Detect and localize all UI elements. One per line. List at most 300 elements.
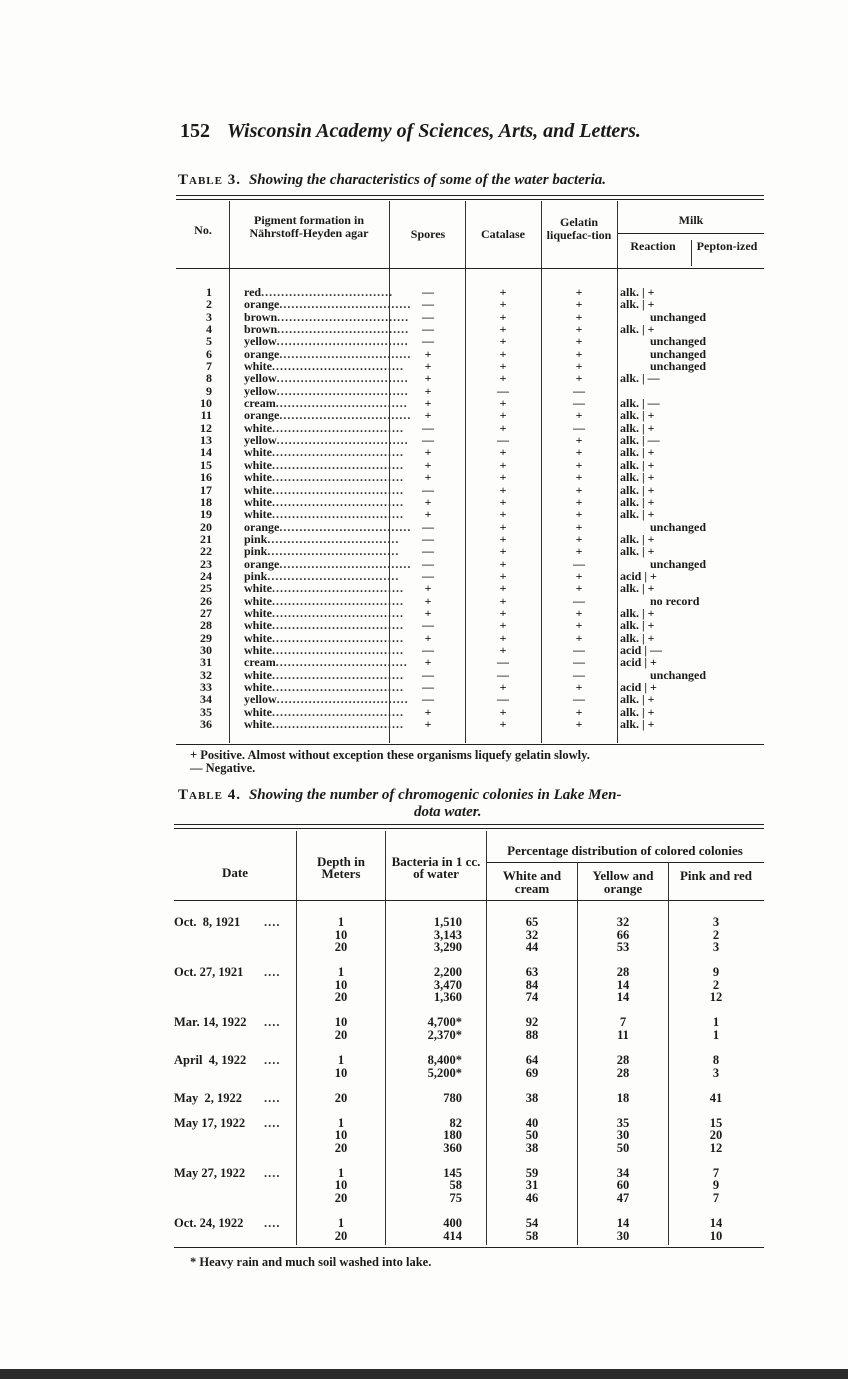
t3-cell-milk: alk. | + <box>620 445 655 460</box>
t3-cell-milk: alk. | + <box>620 297 655 312</box>
t4-date-leader: .... <box>264 1090 281 1105</box>
t4-cell-date: May 2, 1922 <box>174 1090 243 1105</box>
t4-cell: 46 <box>525 1191 539 1205</box>
t4-cell: 32 <box>616 915 630 929</box>
t3-cell-gelatin: — <box>573 667 585 682</box>
t3-cell-catalase: + <box>499 470 507 485</box>
t3-cell-no: 8 <box>206 371 212 386</box>
t4-cell: 1 <box>337 1165 345 1180</box>
t3-cell-spores: — <box>422 544 434 559</box>
t3-head-spores: Spores <box>410 227 446 241</box>
t3-cell-gelatin: + <box>575 605 583 620</box>
t3-cell-gelatin: + <box>575 297 583 312</box>
t4-cell: 35 <box>616 1115 630 1130</box>
t3-cell-no: 34 <box>200 692 212 707</box>
t3-leader: ................................. <box>267 568 400 583</box>
t4-cell: 38 <box>525 1090 539 1105</box>
t4-cell: 20 <box>709 1128 723 1143</box>
t3-cell-gelatin: — <box>573 383 585 398</box>
t3-cell-no: 21 <box>200 531 212 546</box>
t3-cell-gelatin: + <box>575 680 583 694</box>
t4-cell: 8 <box>712 1053 720 1067</box>
t4-cell: 38 <box>525 1140 539 1155</box>
t4-cell: 1 <box>337 915 345 929</box>
t3-cell-milk: alk. | + <box>620 605 655 620</box>
t4-cell: 10 <box>334 1128 348 1143</box>
t3-cell-gelatin: — <box>573 396 585 411</box>
t3-cell-gelatin: + <box>575 581 583 596</box>
table3-title: Showing the characteristics of some of the water bacteria. <box>248 172 607 188</box>
t3-cell-pigment: white <box>244 605 272 620</box>
t3-leader: ................................. <box>272 680 404 694</box>
t4-cell: 2,370* <box>427 1028 462 1042</box>
t4-cell: 88 <box>525 1028 539 1042</box>
running-header <box>180 120 641 143</box>
t3-vline-5 <box>617 201 618 743</box>
t3-leader: ................................. <box>276 383 409 398</box>
t3-cell-spores: + <box>424 581 432 596</box>
t4-cell: 74 <box>525 990 539 1005</box>
t3-head-peptonized: Pepton-ized <box>696 239 758 253</box>
t3-cell-gelatin: + <box>575 618 583 633</box>
t4-cell: 1 <box>337 1053 345 1067</box>
t3-cell-spores: + <box>424 494 432 509</box>
t4-cell: 30 <box>616 1228 630 1243</box>
t3-cell-gelatin: + <box>575 408 583 423</box>
t4-vline-4 <box>577 862 578 1245</box>
t4-cell: 63 <box>525 965 539 980</box>
t3-cell-milk: alk. | + <box>620 717 655 732</box>
t3-leader: ................................. <box>279 556 412 571</box>
t4-cell-date: Oct. 27, 1921 <box>174 965 244 980</box>
t3-cell-spores: + <box>424 605 432 620</box>
t3-vline-1 <box>229 201 230 743</box>
t4-cell: 65 <box>525 915 539 929</box>
t3-cell-no: 32 <box>200 667 212 682</box>
t3-cell-catalase: — <box>497 655 509 670</box>
t4-cell: 414 <box>443 1228 462 1243</box>
t3-cell-no: 26 <box>200 593 212 608</box>
t4-cell: 9 <box>712 1178 720 1193</box>
t3-head-reaction: Reaction <box>630 239 676 253</box>
t3-cell-catalase: + <box>499 605 507 620</box>
t3-cell-spores: — <box>422 556 434 571</box>
t3-cell-gelatin: + <box>575 494 583 509</box>
t3-cell-no: 11 <box>200 408 212 423</box>
t3-leader: ................................. <box>261 285 394 299</box>
t3-cell-gelatin: + <box>575 433 583 448</box>
t4-head-pink: Pink and red <box>679 868 752 883</box>
t3-cell-catalase: — <box>497 692 509 707</box>
table4-caption <box>178 787 622 804</box>
t3-leader: ................................. <box>272 445 404 460</box>
t3-cell-catalase: + <box>499 494 507 509</box>
t3-cell-gelatin: + <box>575 717 583 732</box>
t3-cell-milk: alk. | — <box>620 433 660 448</box>
t3-cell-gelatin: — <box>573 642 585 657</box>
t3-cell-catalase: + <box>499 642 507 657</box>
t3-cell-catalase: + <box>499 420 507 435</box>
t4-cell: 14 <box>616 990 630 1005</box>
t3-cell-spores: + <box>424 507 432 522</box>
t3-cell-no: 14 <box>200 445 212 460</box>
t4-cell: 4,700* <box>427 1015 462 1030</box>
t3-cell-no: 1 <box>206 285 212 299</box>
t3-cell-milk: alk. | + <box>620 618 655 633</box>
t3-cell-catalase: + <box>499 593 507 608</box>
t4-cell: 58 <box>449 1178 462 1193</box>
t3-cell-no: 19 <box>200 507 212 522</box>
t4-cell: 50 <box>525 1128 539 1143</box>
t3-cell-pigment: white <box>244 420 272 435</box>
t3-cell-pigment: white <box>244 581 272 596</box>
t3-cell-spores: + <box>424 359 432 374</box>
t3-cell-milk: alk. | + <box>620 408 655 423</box>
t3-cell-no: 30 <box>200 642 212 657</box>
t3-cell-no: 9 <box>206 383 212 398</box>
t3-cell-catalase: + <box>499 297 507 312</box>
t3-cell-spores: — <box>422 568 434 583</box>
t3-cell-pigment: white <box>244 630 272 645</box>
t3-cell-milk: no record <box>650 593 700 608</box>
t3-cell-catalase: + <box>499 618 507 633</box>
t3-cell-gelatin: — <box>573 556 585 571</box>
t4-cell: 2 <box>712 977 720 992</box>
t4-cell: 3 <box>712 1065 720 1080</box>
t4-cell: 1 <box>712 1028 720 1042</box>
t3-cell-catalase: + <box>499 482 507 497</box>
t3-cell-milk: unchanged <box>650 334 707 349</box>
t3-leader: ................................. <box>277 309 410 324</box>
t3-cell-spores: — <box>422 285 434 299</box>
t3-cell-spores: + <box>424 717 432 732</box>
t3-cell-pigment: white <box>244 680 272 694</box>
t3-leader: ................................. <box>267 544 400 559</box>
t3-cell-pigment: white <box>244 618 272 633</box>
t3-cell-spores: + <box>424 383 432 398</box>
t3-cell-spores: — <box>422 322 434 337</box>
t4-cell: 12 <box>709 990 723 1005</box>
t3-cell-milk: unchanged <box>650 556 707 571</box>
t4-cell: 10 <box>334 977 348 992</box>
t3-cell-milk: alk. | + <box>620 482 655 497</box>
t3-cell-catalase: + <box>499 285 507 299</box>
t3-cell-milk: unchanged <box>650 519 707 534</box>
t3-cell-pigment: white <box>244 494 272 509</box>
t4-cell: 20 <box>334 1140 348 1155</box>
t3-cell-no: 29 <box>200 630 212 645</box>
t4-head-bacteria: Bacteria in 1 cc. of water <box>391 854 481 881</box>
t4-cell: 400 <box>443 1216 462 1230</box>
t4-cell: 360 <box>443 1140 462 1155</box>
t3-cell-catalase: + <box>499 556 507 571</box>
t4-cell: 2,200 <box>433 965 462 980</box>
table4-title-line1: Showing the number of chromogenic colonies in Lake Men- <box>248 787 622 803</box>
t3-cell-milk: acid | + <box>620 655 657 670</box>
t3-cell-milk: alk. | + <box>620 544 655 559</box>
t3-cell-spores: — <box>422 642 434 657</box>
t3-cell-gelatin: + <box>575 285 583 299</box>
t4-cell: 34 <box>616 1165 630 1180</box>
t3-cell-pigment: yellow <box>244 371 277 386</box>
t3-leader: ................................. <box>272 457 404 472</box>
t4-cell: 20 <box>334 1028 348 1042</box>
t3-cell-no: 28 <box>200 618 212 633</box>
t3-cell-gelatin: + <box>575 470 583 485</box>
t4-cell: 31 <box>525 1178 539 1193</box>
t3-vline-4 <box>541 201 542 743</box>
t3-leader: ................................. <box>272 642 404 657</box>
t4-cell: 3,143 <box>433 927 462 942</box>
t3-head-milk-divider <box>691 240 692 266</box>
t3-cell-gelatin: + <box>575 359 583 374</box>
t4-cell: 69 <box>525 1065 539 1080</box>
t3-cell-no: 18 <box>200 494 212 509</box>
t3-cell-no: 24 <box>200 568 212 583</box>
t4-cell-date: April 4, 1922 <box>174 1053 247 1067</box>
t4-cell: 30 <box>616 1128 630 1143</box>
t4-head-yellow: Yellow and orange <box>592 868 654 896</box>
t3-cell-milk: alk. | — <box>620 396 660 411</box>
t3-cell-spores: + <box>424 470 432 485</box>
t3-cell-gelatin: — <box>573 655 585 670</box>
t3-cell-milk: alk. | + <box>620 692 655 707</box>
t3-cell-pigment: brown <box>244 309 278 324</box>
t4-cell: 44 <box>525 940 539 955</box>
t3-cell-pigment: pink <box>244 544 268 559</box>
t3-cell-pigment: white <box>244 667 272 682</box>
t3-cell-no: 12 <box>200 420 212 435</box>
t3-cell-pigment: white <box>244 593 272 608</box>
t3-cell-gelatin: — <box>573 593 585 608</box>
t3-cell-spores: + <box>424 630 432 645</box>
t4-cell: 10 <box>334 1065 348 1080</box>
t3-cell-no: 27 <box>200 605 212 620</box>
t3-cell-spores: — <box>422 433 434 448</box>
t3-cell-catalase: — <box>497 667 509 682</box>
t4-cell: 1 <box>712 1015 720 1030</box>
t4-date-leader: .... <box>264 1115 281 1130</box>
t4-cell: 53 <box>616 940 630 955</box>
t3-cell-milk: unchanged <box>650 359 707 374</box>
t4-cell: 20 <box>334 1228 348 1243</box>
t3-cell-gelatin: + <box>575 630 583 645</box>
t4-cell: 145 <box>443 1165 462 1180</box>
t3-leader: ................................. <box>272 482 404 497</box>
t3-cell-no: 33 <box>200 680 212 694</box>
t4-cell: 28 <box>616 1065 630 1080</box>
t3-leader: ................................. <box>276 371 409 386</box>
t3-cell-pigment: white <box>244 359 272 374</box>
t3-cell-pigment: yellow <box>244 383 277 398</box>
t3-cell-catalase: + <box>499 717 507 732</box>
t3-head-milk: Milk <box>678 213 704 227</box>
t3-cell-catalase: + <box>499 359 507 374</box>
t3-milk-rule <box>618 233 764 234</box>
t3-cell-pigment: white <box>244 457 272 472</box>
t3-cell-pigment: yellow <box>244 433 277 448</box>
table4-title-line2: dota water. <box>414 804 482 820</box>
t3-cell-pigment: white <box>244 482 272 497</box>
t3-cell-pigment: cream <box>244 396 276 411</box>
t4-cell: 92 <box>525 1015 539 1030</box>
table4-caption-2 <box>414 804 482 821</box>
t3-cell-pigment: yellow <box>244 334 277 349</box>
t4-cell: 10 <box>334 1015 348 1030</box>
t3-cell-gelatin: — <box>573 692 585 707</box>
t4-cell: 1 <box>337 1115 345 1130</box>
t3-cell-milk: alk. | + <box>620 531 655 546</box>
t3-legend-negative: — Negative. <box>190 761 256 775</box>
page-bottom-edge <box>0 1369 848 1379</box>
t4-cell: 3 <box>712 915 720 929</box>
t3-cell-spores: + <box>424 704 432 719</box>
t4-cell: 1 <box>337 965 345 980</box>
t4-cell: 2 <box>712 927 720 942</box>
t4-footnote: * Heavy rain and much soil washed into lake. <box>190 1255 432 1269</box>
t3-cell-milk: alk. | + <box>620 420 655 435</box>
t4-cell: 7 <box>712 1191 720 1205</box>
t3-cell-pigment: yellow <box>244 692 277 707</box>
t3-leader: ................................. <box>272 507 404 522</box>
t4-cell: 58 <box>525 1228 539 1243</box>
t3-cell-spores: — <box>422 531 434 546</box>
t3-cell-spores: — <box>422 309 434 324</box>
t3-leader: ................................. <box>277 322 410 337</box>
t4-bottom-rule <box>174 1247 764 1248</box>
t3-cell-pigment: cream <box>244 655 276 670</box>
t3-cell-no: 17 <box>200 482 212 497</box>
t3-cell-catalase: + <box>499 334 507 349</box>
t3-head-no: No. <box>194 223 212 237</box>
t3-head-pigment: Pigment formation in Nährstoff-Heyden agar <box>249 213 369 240</box>
t3-cell-no: 3 <box>206 309 212 324</box>
t3-cell-gelatin: + <box>575 334 583 349</box>
t4-cell: 11 <box>617 1028 629 1042</box>
t4-vline-3 <box>486 831 487 1245</box>
t4-cell: 3,290 <box>433 940 462 955</box>
t3-leader: ................................. <box>272 359 404 374</box>
t3-cell-catalase: — <box>497 433 509 448</box>
t4-header-rule <box>174 900 764 901</box>
table3-top-rule <box>176 195 764 200</box>
t3-cell-no: 35 <box>200 704 212 719</box>
t4-date-leader: .... <box>264 915 281 929</box>
t3-cell-pigment: white <box>244 507 272 522</box>
t3-cell-gelatin: — <box>573 420 585 435</box>
t3-cell-pigment: orange <box>244 346 280 361</box>
t3-cell-no: 20 <box>200 519 212 534</box>
t4-cell: 84 <box>525 977 539 992</box>
t4-cell: 5,200* <box>427 1065 462 1080</box>
t3-leader: ................................. <box>275 396 408 411</box>
t3-col-spores <box>392 286 464 730</box>
t3-cell-no: 10 <box>200 396 212 411</box>
t3-cell-no: 5 <box>206 334 212 349</box>
t3-row-pigment <box>244 717 404 732</box>
t3-legend-positive: + Positive. Almost without exception these organisms liquefy gelatin slowly. <box>190 748 590 762</box>
t3-cell-catalase: + <box>499 581 507 596</box>
t3-col-gelatin <box>543 286 615 730</box>
t4-cell: 1,510 <box>433 915 462 929</box>
t3-cell-catalase: + <box>499 346 507 361</box>
t4-cell: 1 <box>337 1216 345 1230</box>
t3-leader: ................................. <box>272 593 404 608</box>
t3-cell-catalase: + <box>499 507 507 522</box>
t3-cell-catalase: + <box>499 396 507 411</box>
t3-leader: ................................. <box>279 519 412 534</box>
t4-date-leader: .... <box>264 1015 281 1030</box>
t3-cell-catalase: + <box>499 531 507 546</box>
t3-cell-catalase: + <box>499 630 507 645</box>
t3-leader: ................................. <box>272 630 404 645</box>
t3-cell-gelatin: + <box>575 482 583 497</box>
t3-cell-milk: unchanged <box>650 346 707 361</box>
t4-cell: 180 <box>443 1128 462 1143</box>
t3-cell-milk: alk. | + <box>620 704 655 719</box>
t4-head-date: Date <box>222 865 248 880</box>
t4-cell: 59 <box>525 1165 539 1180</box>
t4-cell: 8,400* <box>427 1053 462 1067</box>
t3-col-no <box>178 286 212 730</box>
t4-cell: 28 <box>616 965 630 980</box>
t3-cell-pigment: brown <box>244 322 278 337</box>
table4-label: Table 4. <box>178 787 241 803</box>
t4-cell: 75 <box>449 1191 462 1205</box>
t4-cell: 32 <box>525 927 539 942</box>
t3-cell-gelatin: + <box>575 544 583 559</box>
t4-cell-date: May 17, 1922 <box>174 1115 246 1130</box>
t3-cell-no: 23 <box>200 556 212 571</box>
t4-date-leader: .... <box>264 1216 281 1230</box>
t3-cell-no: 16 <box>200 470 212 485</box>
t3-cell-gelatin: + <box>575 371 583 386</box>
t3-cell-no: 4 <box>206 322 212 337</box>
t3-cell-gelatin: + <box>575 568 583 583</box>
t4-cell: 82 <box>449 1115 462 1130</box>
t4-cell: 15 <box>709 1115 723 1130</box>
t3-head-catalase: Catalase <box>481 227 525 241</box>
t4-cell: 1,360 <box>433 990 462 1005</box>
t3-cell-catalase: + <box>499 519 507 534</box>
t3-leader: ................................. <box>272 494 404 509</box>
t4-cell: 18 <box>616 1090 630 1105</box>
t4-cell: 64 <box>525 1053 539 1067</box>
t4-cell: 10 <box>709 1228 723 1243</box>
t4-cell: 28 <box>616 1053 630 1067</box>
t3-cell-catalase: + <box>499 371 507 386</box>
t4-vline-1 <box>296 831 297 1245</box>
t3-cell-milk: acid | + <box>620 680 657 694</box>
t3-cell-spores: — <box>422 618 434 633</box>
t3-cell-gelatin: + <box>575 507 583 522</box>
t3-cell-pigment: orange <box>244 408 280 423</box>
table4-top-rule <box>174 824 764 829</box>
t4-cell: 54 <box>525 1216 539 1230</box>
t4-cell: 40 <box>525 1115 539 1130</box>
t4-head-white: White and cream <box>502 868 562 896</box>
t4-cell: 3 <box>712 940 720 955</box>
t3-leader: ................................. <box>272 581 404 596</box>
t3-leader: ................................. <box>272 667 404 682</box>
table3-caption <box>178 172 606 189</box>
t3-cell-gelatin: + <box>575 704 583 719</box>
t3-cell-catalase: + <box>499 544 507 559</box>
t4-cell: 780 <box>443 1090 462 1105</box>
t3-cell-milk: alk. | + <box>620 494 655 509</box>
t3-cell-pigment: pink <box>244 531 268 546</box>
t3-cell-catalase: + <box>499 445 507 460</box>
